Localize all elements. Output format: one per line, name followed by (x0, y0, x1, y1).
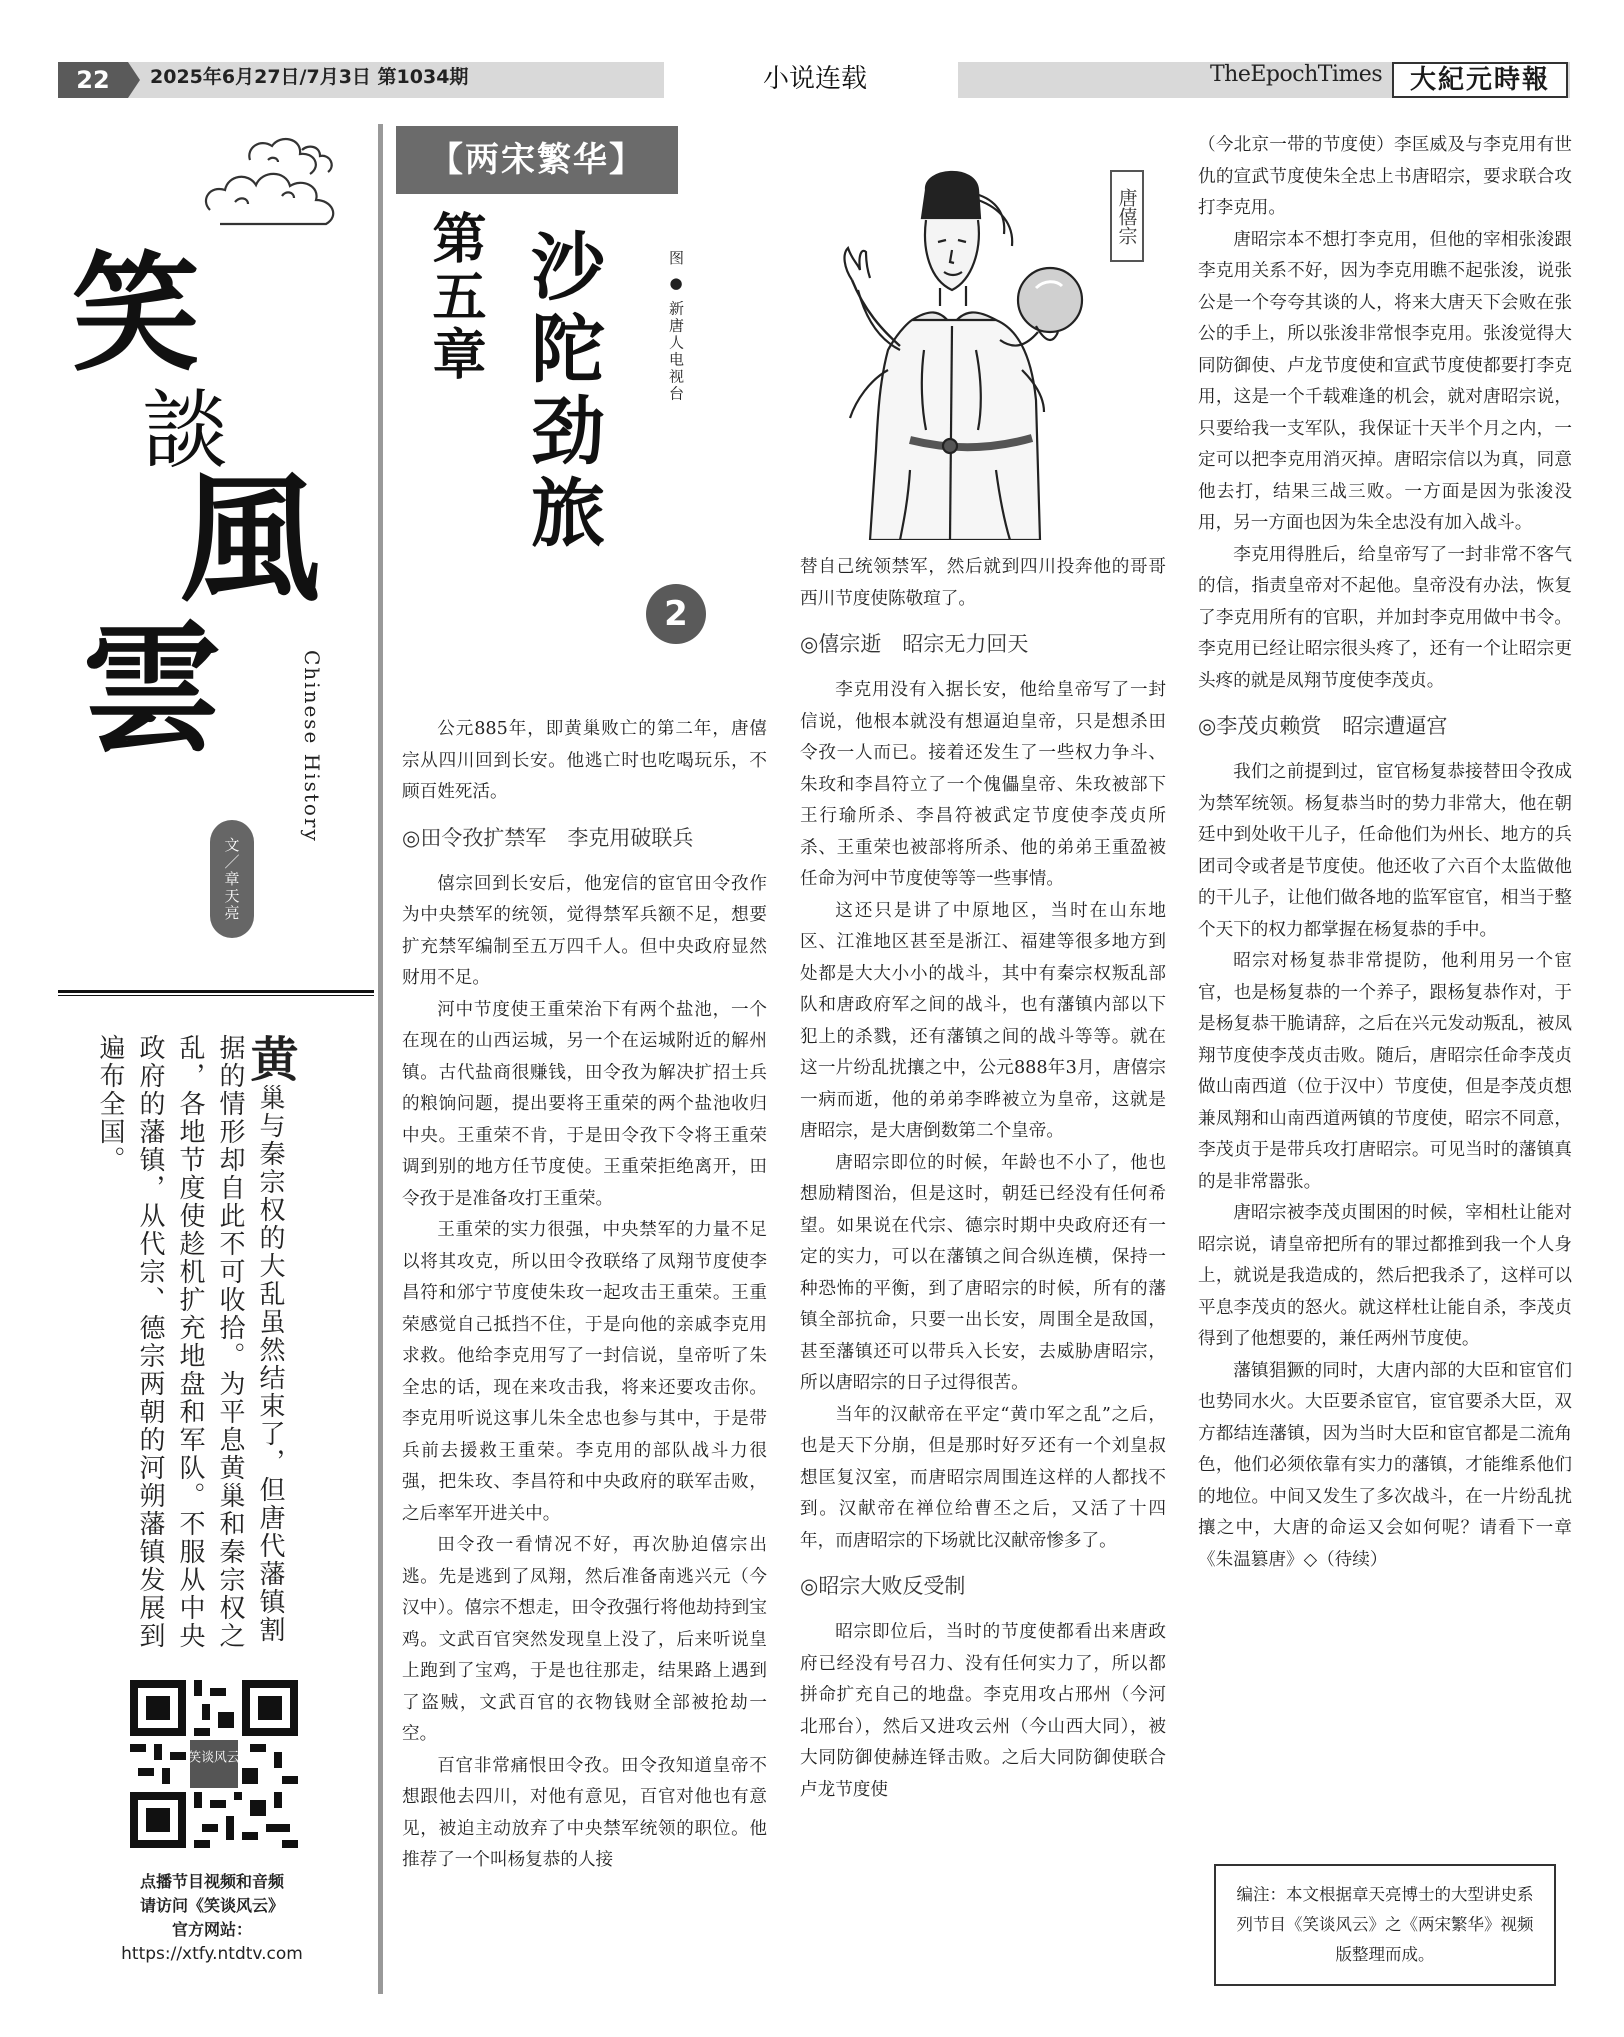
paragraph: 唐昭宗被李茂贞围困的时候，宰相杜让能对昭宗说，请皇帝把所有的罪过都推到我一个人身上，就说是我造成的，然后把我杀了，这样可以平息李茂贞的怒火。就这样杜让能自杀，李茂贞得到了他想要的，兼任两州节度使。 (1198, 1203, 1572, 1349)
cloud-ornament-icon (190, 130, 360, 240)
subheading: ◎昭宗大败反受制 (800, 1574, 966, 1598)
paragraph: 僖宗回到长安后，他宠信的宦官田令孜作为中央禁军的统领，觉得禁军兵额不足，想要扩充禁军编制至五万四千人。但中央政府显然财用不足。 (402, 873, 767, 988)
paragraph: 昭宗即位后，当时的节度使都看出来唐政府已经没有号召力、没有任何实力了，所以都拼命扩充自己的地盘。李克用攻占邢州（今河北邢台），然后又进攻云州（今山西大同），被大同防御使赫连铎击败。之后大同防御使联合卢龙节度使 (800, 1622, 1166, 1800)
paragraph: 李克用得胜后，给皇帝写了一封非常不客气的信，指责皇帝对不起他。皇帝没有办法，恢复了李克用所有的官职，并加封李克用做中书令。李克用已经让昭宗很头疼了，还有一个让昭宗更头疼的就是凤翔节度使李茂贞。 (1198, 544, 1572, 691)
qr-caption-line-3: 官方网站： (171, 1920, 252, 1939)
issue-date: 2025年6月27日/7月3日 第1034期 (150, 66, 469, 88)
paragraph: 替自己统领禁军，然后就到四川投奔他的哥哥西川节度使陈敬瑄了。 (800, 557, 1166, 609)
intro-text (90, 1034, 298, 1654)
body-column-3 (1198, 130, 1572, 1576)
qr-center-label: 笑谈风云 (188, 1750, 240, 1766)
website-link[interactable]: https://xtfy.ntdtv.com (121, 1944, 303, 1964)
qr-caption (92, 1870, 332, 1966)
paragraph: 百官非常痛恨田令孜。田令孜知道皇帝不想跟他去四川，对他有意见，百官对他也有意见，被迫主动放弃了中央禁军统领的职位。他推荐了一个叫杨复恭的人接 (402, 1755, 767, 1870)
portrait-label: 唐僖宗 (1110, 170, 1144, 262)
body-column-1 (402, 714, 767, 1877)
paragraph: 我们之前提到过，宦官杨复恭接替田令孜成为禁军统领。杨复恭当时的势力非常大，他在朝廷中到处收干儿子，任命他们为州长、地方的兵团司令或者是节度使。他还收了六百个太监做他的干儿子，让他们做各地的监军宦官，相当于整个天下的权力都掌握在杨复恭的手中。 (1198, 762, 1572, 940)
brand-char-1: 笑 (72, 239, 201, 389)
paragraph: （今北京一带的节度使）李匡威及与李克用有世仇的宣武节度使朱全忠上书唐昭宗，要求联合攻打李克用。 (1198, 135, 1572, 218)
brand-char-2: 談 (142, 381, 228, 481)
qr-code-icon[interactable] (130, 1680, 298, 1848)
column-separator (378, 124, 383, 1994)
paragraph: 藩镇猖獗的同时，大唐内部的大臣和宦官们也势同水火。大臣要杀宦官，宦官要杀大臣，双方都结连藩镇，因为当时大臣和宦官都是二流角色，他们必须依靠有实力的藩镇，才能维系他们的地位。中间又发生了多次战斗，在一片纷乱扰攘之中，大唐的命运又会如何呢？请看下一章《朱温篡唐》◇（待续） (1198, 1360, 1572, 1570)
subheading: ◎僖宗逝 昭宗无力回天 (800, 632, 1029, 656)
page-number-arrow-icon (128, 62, 140, 98)
author-badge: 文／章天亮 (210, 820, 254, 938)
brand-char-4: 雲 (82, 608, 223, 772)
paragraph: 王重荣的实力很强，中央禁军的力量不足以将其攻克，所以田令孜联络了凤翔节度使李昌符和邠宁节度使朱玫一起攻击王重荣。王重荣感觉自己抵挡不住，于是向他的亲戚李克用求救。他给李克用写了一封信说，皇帝听了朱全忠的话，现在来攻击我，将来还要攻击你。李克用听说这事儿朱全忠也参与其中，于是带兵前去援救王重荣。李克用的部队战斗力很强，把朱玫、李昌符和中央政府的联军击败，之后率军开进关中。 (402, 1220, 767, 1524)
editor-note: 编注：本文根据章天亮博士的大型讲史系列节目《笑谈风云》之《两宋繁华》视频版整理而成。 (1214, 1864, 1556, 1986)
paragraph: 公元885年，即黄巢败亡的第二年，唐僖宗从四川回到长安。他逃亡时也吃喝玩乐，不顾百姓死活。 (402, 719, 767, 802)
paragraph: 当年的汉献帝在平定“黄巾军之乱”之后，也是天下分崩，但是那时好歹还有一个刘皇叔想匡复汉室，而唐昭宗周围连这样的人都找不到。汉献帝在禅位给曹丕之后，又活了十四年，而唐昭宗的下场就比汉献帝惨多了。 (800, 1404, 1166, 1551)
chapter-label: 第五章 (424, 210, 487, 384)
paragraph: 昭宗对杨复恭非常提防，他利用另一个宦官，也是杨复恭的一个养子，跟杨复恭作对，于是杨复恭干脆请辞，之后在兴元发动叛乱，被凤翔节度使李茂贞击败。随后，唐昭宗任命李茂贞做山南西道（位于汉中）节度使，但是李茂贞想兼凤翔和山南西道两镇的节度使，昭宗不同意，李茂贞于是带兵攻打唐昭宗。可见当时的藩镇真的是非常嚣张。 (1198, 951, 1572, 1192)
image-credit: 图 ● 新唐人电视台 (667, 250, 685, 403)
body-column-2 (800, 552, 1166, 1806)
subheading: ◎李茂贞赖赏 昭宗遭逼宫 (1198, 714, 1448, 738)
brand-char-3: 風 (180, 458, 321, 622)
section-title: 小说连载 (762, 64, 867, 94)
intro-drop-cap: 黄 (242, 1034, 298, 1084)
paragraph: 李克用没有入据长安，他给皇帝写了一封信说，他根本就没有想逼迫皇帝，只是想杀田令孜一人而已。接着还发生了一些权力争斗、朱玫和李昌符立了一个傀儡皇帝、朱玫被部下王行瑜所杀、李昌符被武定节度使李茂贞所杀、王重荣也被部将所杀、他的弟弟王重盈被任命为河中节度使等等一些事情。 (800, 680, 1166, 889)
qr-caption-line-1: 点播节目视频和音频 (139, 1872, 284, 1891)
masthead-chinese: 大紀元時報 (1392, 62, 1568, 98)
paragraph: 这还只是讲了中原地区，当时在山东地区、江淮地区甚至是浙江、福建等很多地方到处都是大大小小的战斗，其中有秦宗权叛乱部队和唐政府军之间的战斗，也有藩镇内部以下犯上的杀戮，还有藩镇之间的战斗等等。就在这一片纷乱扰攘之中，公元888年3月，唐僖宗一病而逝，他的弟弟李晔被立为皇帝，这就是唐昭宗，是大唐倒数第二个皇帝。 (800, 900, 1166, 1141)
subheading: ◎田令孜扩禁军 李克用破联兵 (402, 825, 694, 850)
paragraph: 唐昭宗即位的时候，年龄也不小了，他也想励精图治，但是这时，朝廷已经没有任何希望。如果说在代宗、德宗时期中央政府还有一定的实力，可以在藩镇之间合纵连横，保持一种恐怖的平衡，到了唐昭宗的时候，所有的藩镇全部抗命，只要一出长安，周围全是敌国，甚至藩镇还可以带兵入长安，去威胁唐昭宗，所以唐昭宗的日子过得很苦。 (800, 1152, 1166, 1393)
paragraph: 河中节度使王重荣治下有两个盐池，一个在现在的山西运城，另一个在运城附近的解州镇。古代盐商很赚钱，田令孜为解决扩招士兵的粮饷问题，提出要将王重荣的两个盐池收归中央。王重荣不肯，于是田令孜下令将王重荣调到别的地方任节度使。王重荣拒绝离开，田令孜于是准备攻打王重荣。 (402, 999, 767, 1209)
sidebar-divider (58, 990, 374, 996)
page-number: 22 (58, 62, 128, 98)
paragraph: 唐昭宗本不想打李克用，但他的宰相张浚跟李克用关系不好，因为李克用瞧不起张浚，说张公是一个夸夸其谈的人，将来大唐天下会败在张公的手上，所以张浚非常恨李克用。张浚觉得大同防御使、卢龙节度使和宣武节度使都要打李克用，这是一个千载难逢的机会，就对唐昭宗说，只要给我一支军队，我保证十天半个月之内，一定可以把李克用消灭掉。唐昭宗信以为真，同意他去打，结果三战三败。一方面是因为张浚没用，另一方面也因为朱全忠没有加入战斗。 (1198, 229, 1572, 533)
brand-subtitle: Chinese History (300, 650, 324, 843)
series-tag: 【两宋繁华】 (396, 126, 678, 194)
part-number-badge: 2 (646, 584, 706, 644)
paragraph: 田令孜一看情况不好，再次胁迫僖宗出逃。先是逃到了凤翔，然后准备南逃兴元（今汉中）。僖宗不想走，田令孜强行将他劫持到宝鸡。文武百官突然发现皇上没了，后来听说皇上跑到了宝鸡，于是也往那走，结果路上遇到了盗贼，文武百官的衣物钱财全部被抢劫一空。 (402, 1535, 767, 1744)
qr-caption-line-2: 请访问《笑谈风云》 (139, 1896, 284, 1915)
emperor-portrait-illustration (800, 150, 1100, 540)
article-title: 沙陀劲旅 (519, 228, 605, 556)
masthead-english: TheEpochTimes (1210, 62, 1383, 87)
intro-body: 巢与秦宗权的大乱虽然结束了，但唐代藩镇割据的情形却自此不可收拾。为平息黄巢和秦宗权之乱，各地节度使趁机扩充地盘和军队。不服从中央政府的藩镇，从代宗、德宗两朝的河朔藩镇发展到遍布全国。 (95, 1034, 285, 1650)
